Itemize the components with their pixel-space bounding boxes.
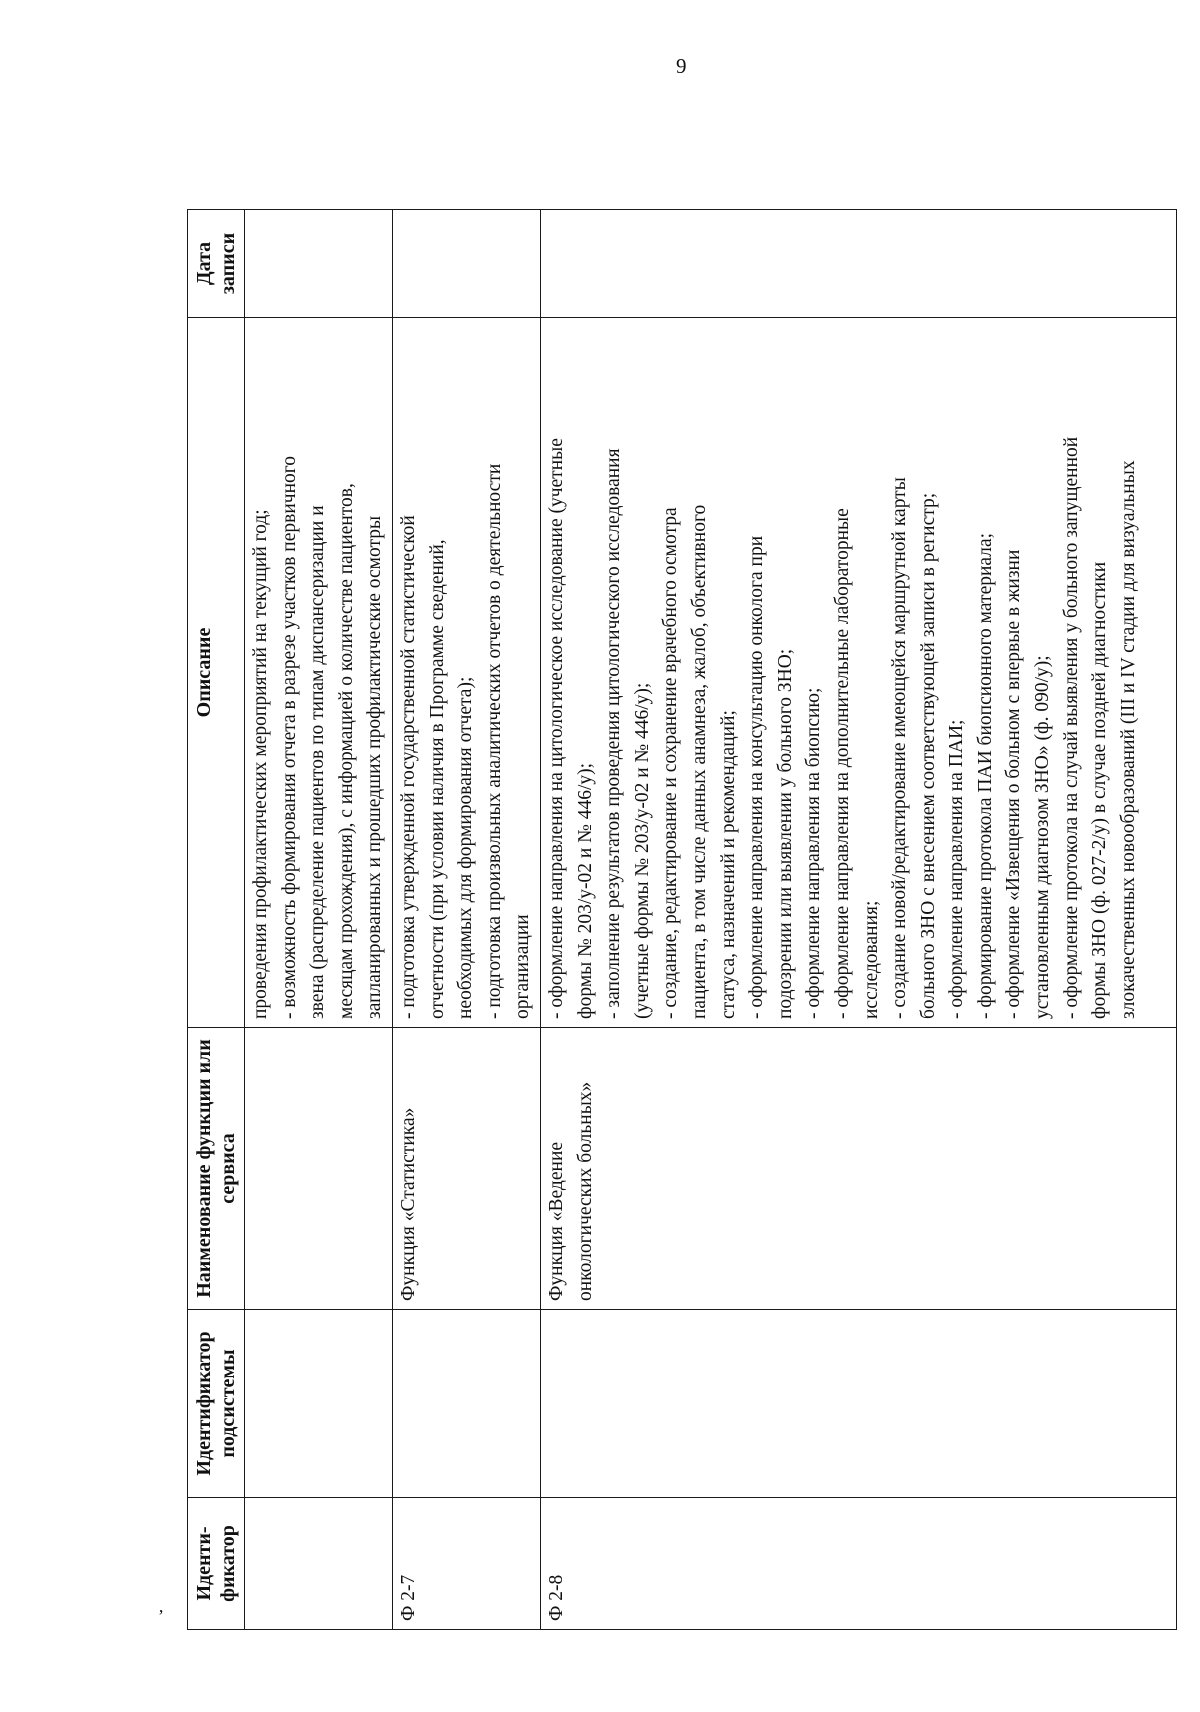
description-line: - оформление протокола на случай выявления у больного запущенной [1060, 436, 1082, 1019]
description-line: - создание новой/редактирование имеющейся маршрутной карты [889, 477, 911, 1019]
cell-subsystem [540, 1310, 1176, 1498]
rotated-table-container [187, 210, 1177, 1630]
description-line: - возможность формирования отчета в разрезе участков первичного [278, 455, 300, 1019]
header-description: Описание [188, 318, 245, 1028]
description-line: подозрении или выявлении у больного ЗНО; [774, 648, 796, 1019]
cell-subsystem [393, 1310, 541, 1498]
description-line: запланированных и прошедших профилактические осмотры [364, 515, 386, 1019]
description-line: необходимых для формирования отчета); [455, 676, 477, 1019]
description-line: - оформление направления на биопсию; [803, 687, 825, 1019]
description-line: - подготовка произвольных аналитических отчетов о деятельности [483, 463, 505, 1019]
cell-description [393, 318, 541, 1028]
description-line: пациента, в том числе данных анамнеза, жалоб, объективного [688, 504, 710, 1019]
description-line: - оформление направления на дополнительные лабораторные [831, 508, 853, 1019]
functions-table [187, 209, 1177, 1630]
description-line: - оформление направления на консультацию онколога при [746, 535, 768, 1019]
description-line: статуса, назначений и рекомендаций; [717, 710, 739, 1019]
cell-date [540, 210, 1176, 318]
description-line: месяцам прохождения), с информацией о количестве пациентов, [335, 483, 357, 1019]
description-line: - заполнение результатов проведения цитологического исследования [603, 448, 625, 1019]
description-line: формы ЗНО (ф. 027-2/у) в случае поздней диагностики [1089, 561, 1111, 1019]
cell-description [540, 318, 1176, 1028]
description-line: - формирование протокола ПАИ биопсионного материала; [974, 532, 996, 1019]
description-line: - подготовка утвержденной государственной статистической [398, 515, 419, 1019]
header-subsystem: Идентификатор подсистемы [188, 1310, 245, 1498]
cell-name: Функция «Ведение онкологических больных» [540, 1028, 1176, 1310]
cell-date [245, 210, 393, 318]
table-row [540, 210, 1176, 1630]
description-line: больного ЗНО с внесением соответствующей записи в регистр; [917, 492, 939, 1019]
description-line: (учетные формы № 203/у-02 и № 446/у); [631, 682, 653, 1019]
cell-id: Ф 2-8 [540, 1498, 1176, 1630]
cell-name [245, 1028, 393, 1310]
page-number: 9 [676, 54, 687, 78]
description-line: проведения профилактических мероприятий на текущий год; [250, 509, 271, 1019]
cell-id [245, 1498, 393, 1630]
cell-description [245, 318, 393, 1028]
header-name: Наименование функции или сервиса [188, 1028, 245, 1310]
cell-id: Ф 2-7 [393, 1498, 541, 1630]
stray-mark: ’ [158, 1606, 164, 1626]
table-row [245, 210, 393, 1630]
table-row [393, 210, 541, 1630]
header-id: Иденти-фикатор [188, 1498, 245, 1630]
description-line: - оформление направления на ПАИ; [946, 719, 968, 1019]
cell-name: Функция «Статистика» [393, 1028, 541, 1310]
table-header-row [188, 210, 245, 1630]
description-line: звена (распределение пациентов по типам диспансеризации и [307, 505, 329, 1019]
description-line: формы № 203/у-02 и № 446/у); [574, 762, 596, 1019]
description-line: - оформление направления на цитологическое исследование (учетные [545, 438, 567, 1019]
description-line: злокачественных новообразований (III и IV стадии для визуальных [1117, 460, 1139, 1019]
description-line: отчетности (при условии наличия в Программе сведений, [426, 539, 448, 1019]
description-line: установленным диагнозом ЗНО» (ф. 090/у); [1032, 655, 1054, 1019]
description-line: организации [512, 914, 534, 1019]
cell-date [393, 210, 541, 318]
description-line: - создание, редактирование и сохранение врачебного осмотра [660, 507, 682, 1019]
description-line: исследования; [860, 900, 882, 1019]
cell-subsystem [245, 1310, 393, 1498]
description-line: - оформление «Извещения о больном с впервые в жизни [1003, 549, 1025, 1019]
header-date: Дата записи [188, 210, 245, 318]
